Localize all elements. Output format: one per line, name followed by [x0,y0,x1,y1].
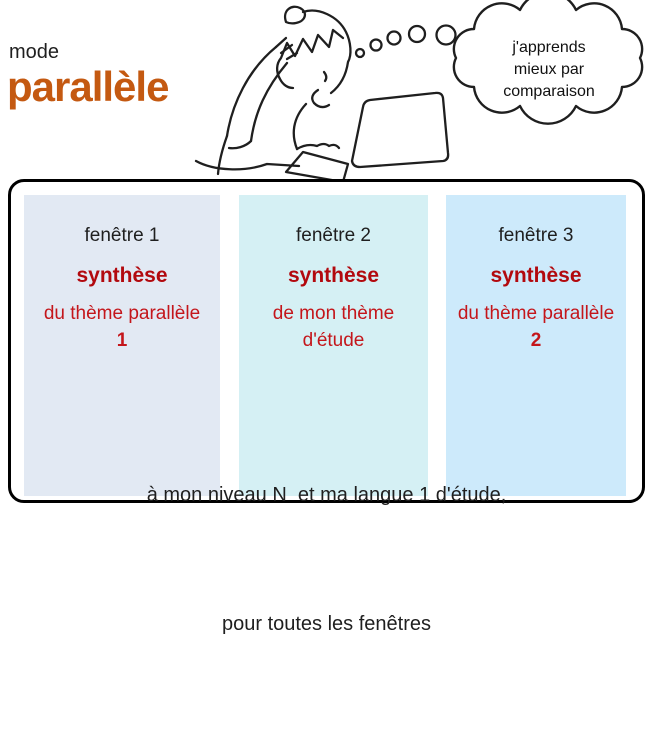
panel-footer-line2: pour toutes les fenêtres [221,613,431,635]
window-keyword: synthèse [287,264,380,287]
laptop-base [286,152,348,182]
mode-label: mode [9,41,60,63]
window-title: fenêtre 1 [84,225,160,246]
window-description-line2: d'étude [302,330,365,351]
window-description-line2: 1 [116,330,128,351]
window-description-line2: 2 [530,330,542,351]
laptop-screen [352,93,448,167]
window-description-line1: du thème parallèle [457,303,615,324]
head-outline [303,11,350,93]
hand-fingers [276,38,297,59]
sleeve [229,141,251,148]
thought-line-1: j'apprends [512,39,586,56]
desk-line [196,161,299,169]
thought-line-3: comparaison [503,83,595,100]
thought-dots-icon [356,26,456,58]
raised-arm-inner [251,63,287,141]
window-description [24,300,220,354]
window-title: fenêtre 3 [498,225,574,246]
panel-footer [11,388,642,732]
window-keyword: synthèse [76,264,168,287]
window-title: fenêtre 2 [296,225,371,246]
hair-bun [285,7,305,24]
thinking-person-icon [196,7,350,174]
thought-bubble-text [462,37,636,103]
window-keyword: synthèse [490,264,582,287]
window-description-line1: du thème parallèle [43,303,201,324]
windows-panel [8,179,645,635]
window-description [239,300,428,354]
hand-on-desk [297,144,339,149]
laptop-icon [286,93,448,182]
panel-footer-line1: à mon niveau N et ma langue 1 d'étude, [146,484,507,506]
thought-line-2: mieux par [513,61,585,78]
lower-arm [294,104,306,149]
face-detail [312,72,329,107]
page-title: parallèle [7,63,169,110]
window-description-line1: de mon thème [272,303,395,324]
window-description [446,300,626,354]
